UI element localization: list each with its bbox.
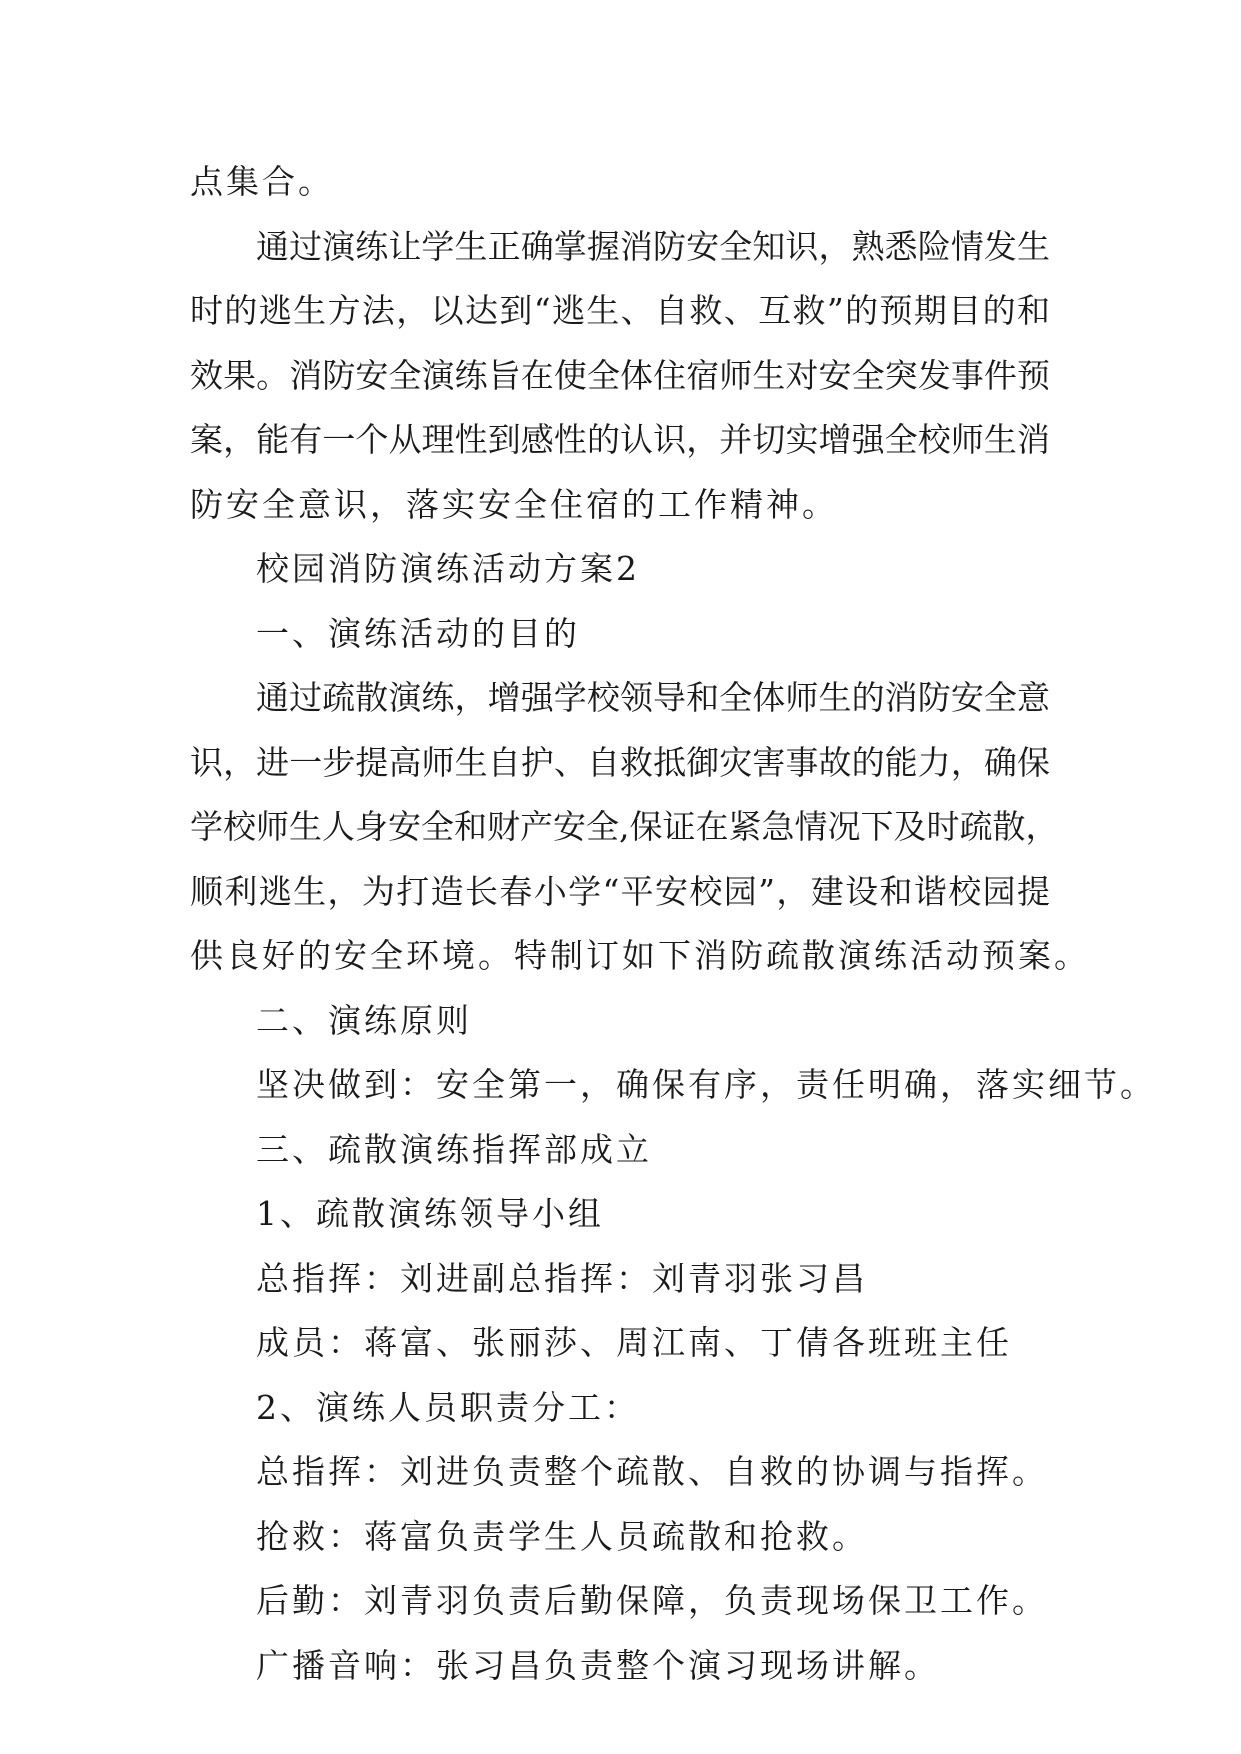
- section-title: 校园消防演练活动方案2: [256, 549, 640, 588]
- list-item: 成员：蒋富、张丽莎、周江南、丁倩各班班主任: [256, 1323, 1012, 1362]
- list-item: 广播音响：张习昌负责整个演习现场讲解。: [256, 1645, 940, 1685]
- paragraph-line: 通过疏散演练，增强学校领导和全体师生的消防安全意: [256, 678, 1050, 717]
- document-body: [190, 150, 1156, 1698]
- list-item: 总指挥：刘进负责整个疏散、自救的协调与指挥。: [256, 1452, 1048, 1491]
- paragraph-line: 顺利逃生，为打造长春小学“平安校园”，建设和谐校园提: [190, 871, 1050, 911]
- paragraph-line: 识，进一步提高师生自护、自救抵御灾害事故的能力，确保: [190, 742, 1050, 782]
- subheading-leadership: 1、疏散演练领导小组: [256, 1194, 604, 1233]
- paragraph-line: 效果。消防安全演练旨在使全体住宿师生对安全突发事件预: [190, 355, 1050, 395]
- list-item: 后勤：刘青羽负责后勤保障，负责现场保卫工作。: [256, 1581, 1048, 1620]
- heading-purpose: 一、演练活动的目的: [256, 613, 580, 653]
- paragraph-line: 防安全意识，落实安全住宿的工作精神。: [190, 484, 838, 524]
- heading-principles: 二、演练原则: [256, 1000, 472, 1040]
- heading-command: 三、疏散演练指挥部成立: [256, 1129, 652, 1169]
- paragraph-line: 学校师生人身安全和财产安全,保证在紧急情况下及时疏散，: [190, 807, 1059, 846]
- paragraph-line: 通过演练让学生正确掌握消防安全知识，熟悉险情发生: [256, 226, 1050, 266]
- subheading-duties: 2、演练人员职责分工：: [256, 1387, 640, 1427]
- paragraph-line: 坚决做到：安全第一，确保有序，责任明确，落实细节。: [256, 1065, 1156, 1104]
- list-item: 总指挥：刘进副总指挥：刘青羽张习昌: [256, 1258, 868, 1298]
- paragraph-line: 案，能有一个从理性到感性的认识，并切实增强全校师生消: [190, 420, 1050, 459]
- list-item: 抢救：蒋富负责学生人员疏散和抢救。: [256, 1516, 868, 1556]
- paragraph-line: 时的逃生方法，以达到“逃生、自救、互救”的预期目的和: [190, 291, 1050, 330]
- paragraph-line: 供良好的安全环境。特制订如下消防疏散演练活动预案。: [190, 936, 1090, 975]
- text-line-continuation: 点集合。: [190, 162, 334, 201]
